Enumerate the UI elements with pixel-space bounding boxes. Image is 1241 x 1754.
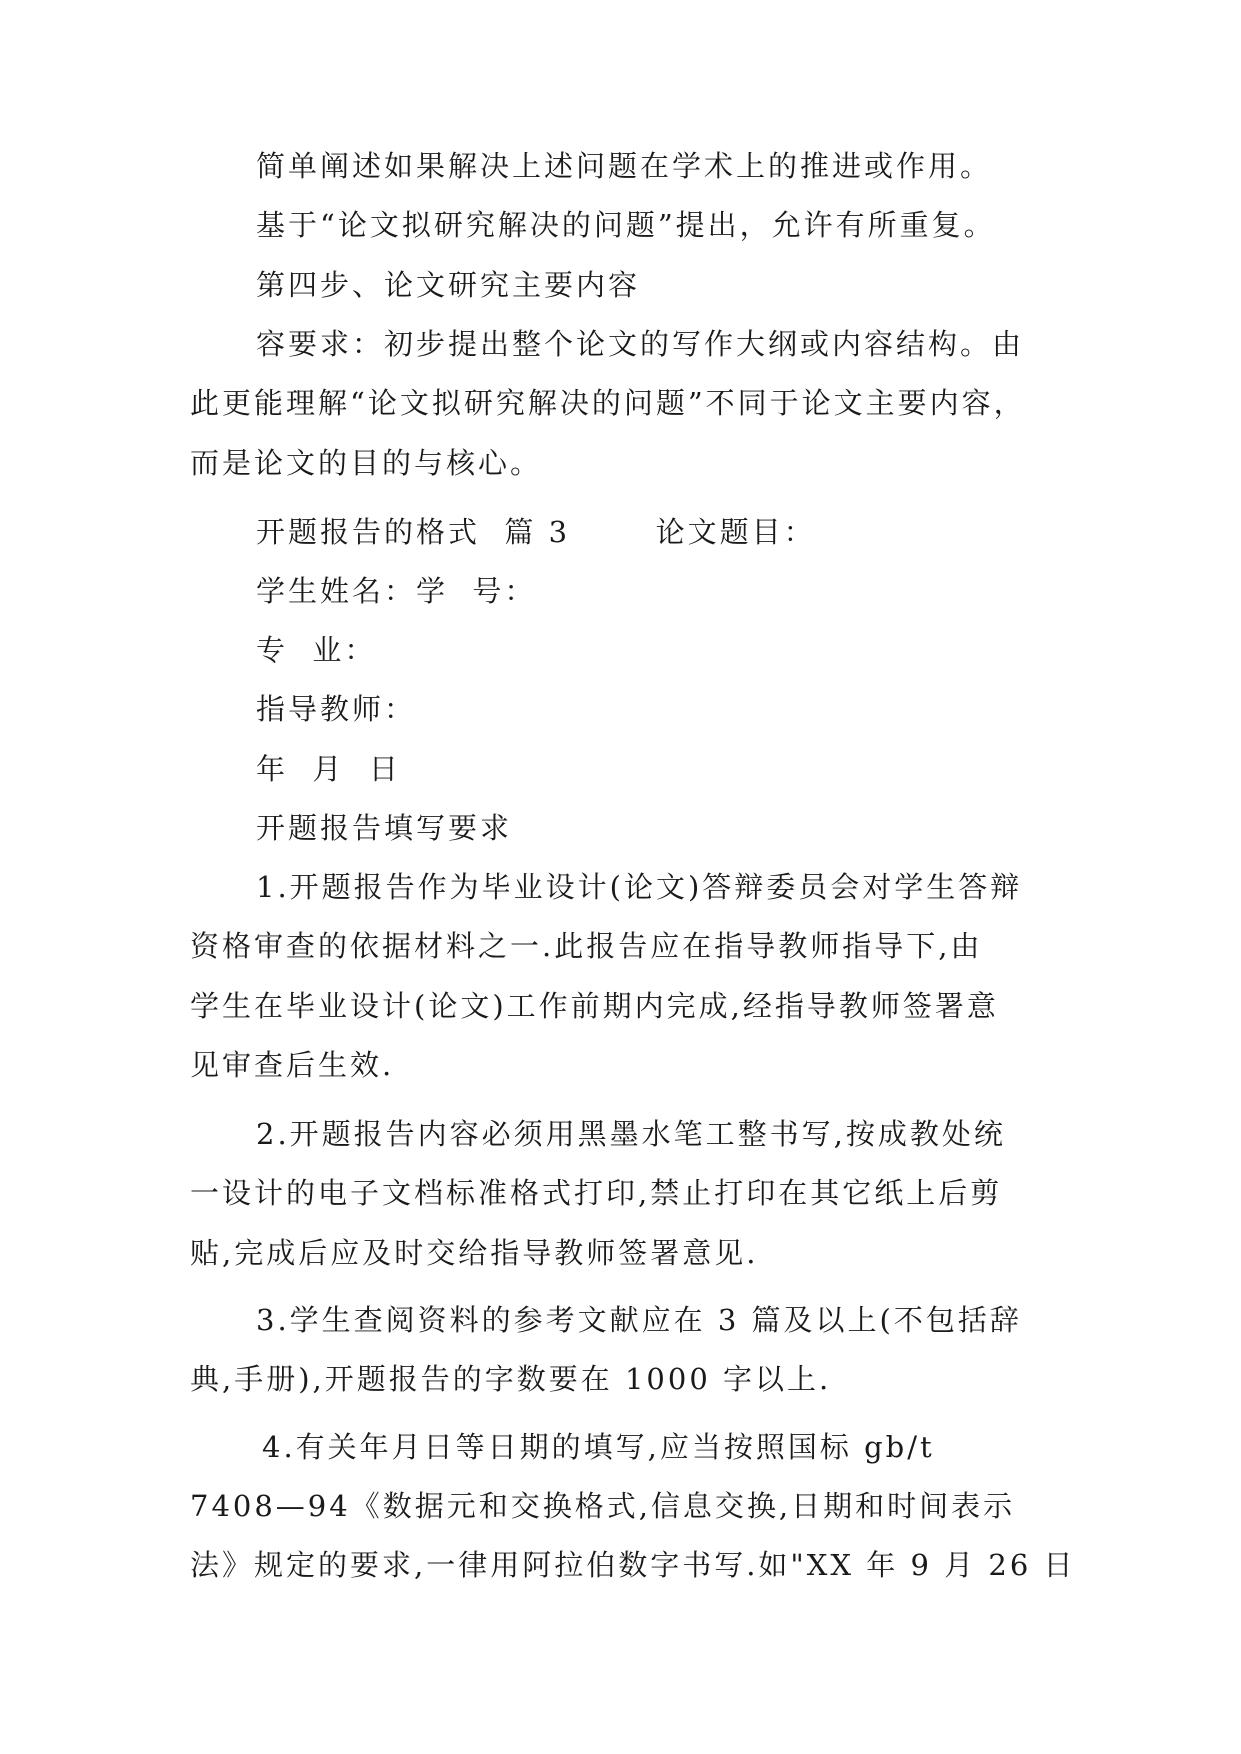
paragraph-line: 4.有关年月日等日期的填写,应当按照国标 gb/t — [262, 1430, 935, 1464]
paragraph-line: 基于“论文拟研究解决的问题”提出，允许有所重复。 — [256, 208, 996, 242]
paragraph-line: 而是论文的目的与核心。 — [190, 446, 543, 480]
paragraph-line: 见审查后生效. — [190, 1048, 395, 1082]
form-field-major: 专 业： — [256, 633, 377, 667]
paragraph-line: 2.开题报告内容必须用黑墨水笔工整书写,按成教处统 — [256, 1117, 1006, 1151]
paragraph-line: 学生在毕业设计(论文)工作前期内完成,经指导教师签署意 — [190, 989, 999, 1023]
paragraph-line: 法》规定的要求,一律用阿拉伯数字书写.如"XX 年 9 月 26 日 — [190, 1548, 1076, 1582]
paragraph-line: 此更能理解“论文拟研究解决的问题”不同于论文主要内容， — [190, 386, 1026, 420]
section-heading: 第四步、论文研究主要内容 — [256, 268, 641, 302]
paragraph-line: 资格审查的依据材料之一.此报告应在指导教师指导下,由 — [190, 929, 983, 963]
paragraph-line: 容要求：初步提出整个论文的写作大纲或内容结构。由 — [256, 327, 1025, 361]
paragraph-line: 贴,完成后应及时交给指导教师签署意见. — [190, 1236, 759, 1270]
paragraph-line: 1.开题报告作为毕业设计(论文)答辩委员会对学生答辩 — [256, 870, 1023, 904]
form-field-advisor: 指导教师： — [256, 692, 417, 726]
form-field-student: 学生姓名：学 号： — [256, 574, 537, 608]
form-field-date: 年 月 日 — [256, 752, 401, 786]
paragraph-line: 3.学生查阅资料的参考文献应在 3 篇及以上(不包括辞 — [256, 1303, 1022, 1337]
section-heading: 开题报告填写要求 — [256, 811, 513, 845]
paragraph-line: 典,手册),开题报告的字数要在 1000 字以上. — [190, 1362, 832, 1396]
form-title-line: 开题报告的格式 篇 3 论文题目： — [256, 515, 816, 549]
paragraph-line: 7408—94《数据元和交换格式,信息交换,日期和时间表示 — [190, 1489, 1016, 1523]
paragraph-line: 一设计的电子文档标准格式打印,禁止打印在其它纸上后剪 — [190, 1176, 1003, 1210]
paragraph-line: 简单阐述如果解决上述问题在学术上的推进或作用。 — [256, 149, 993, 183]
